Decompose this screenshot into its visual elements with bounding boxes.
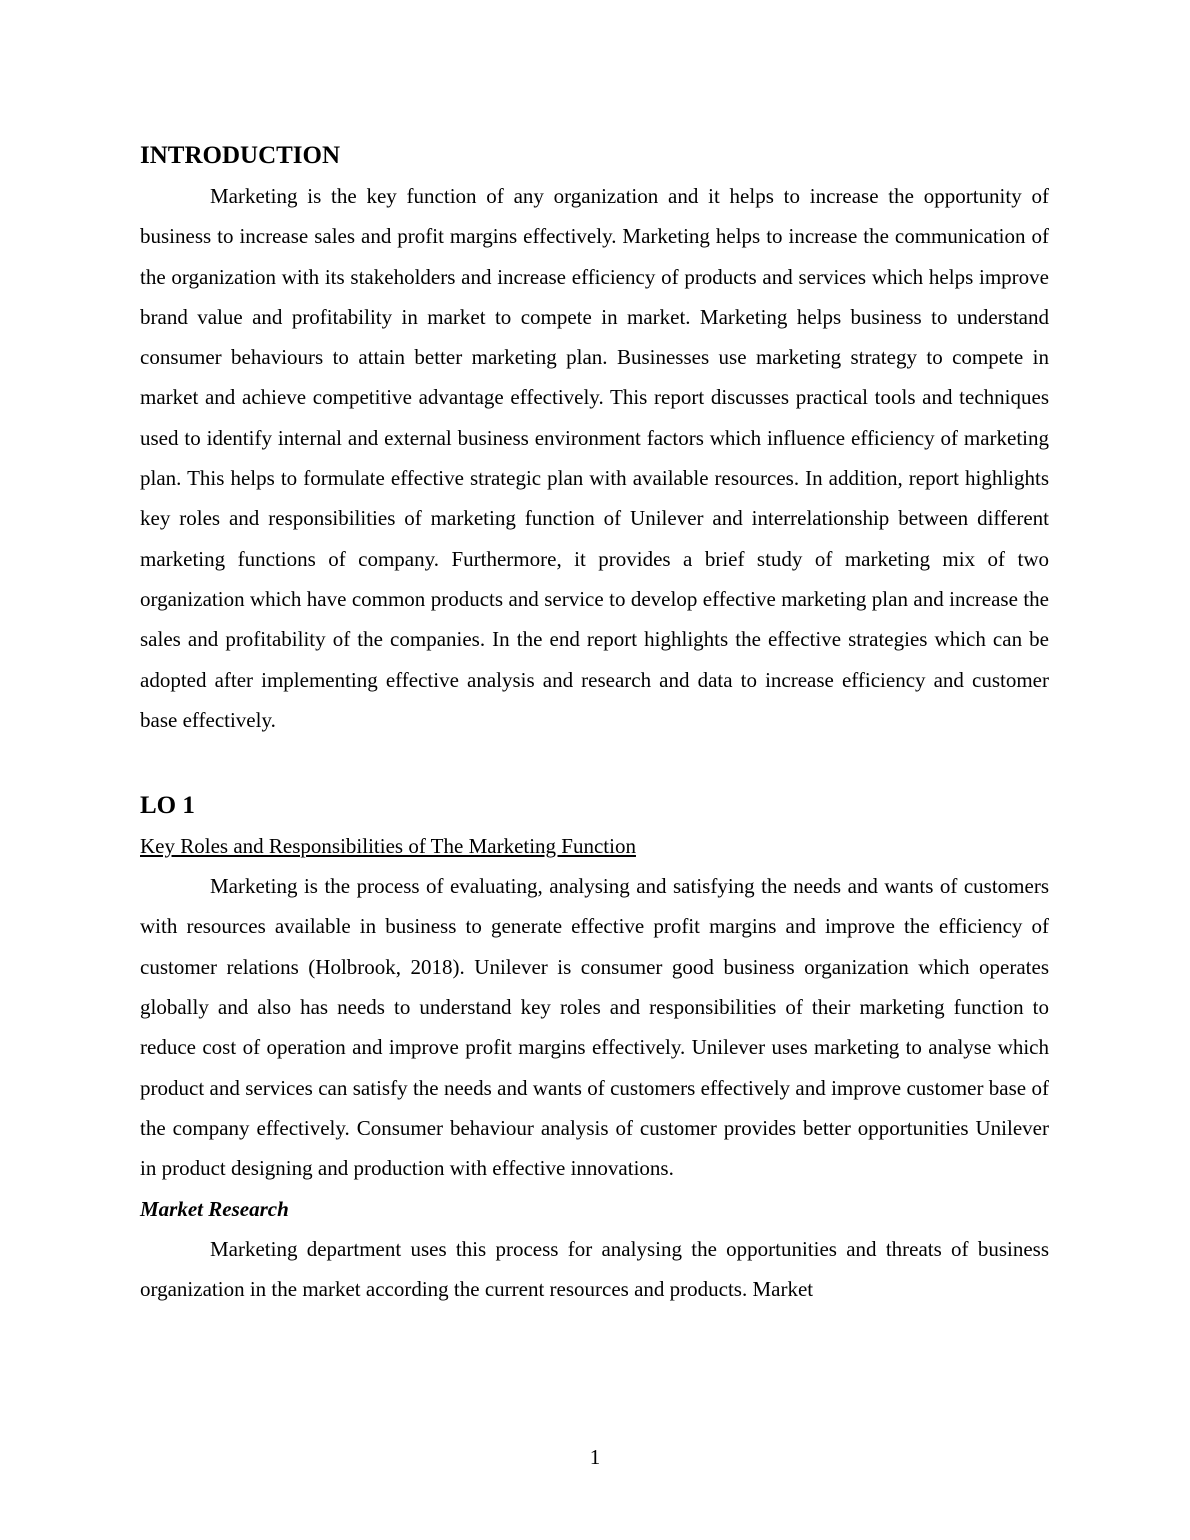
introduction-heading: INTRODUCTION <box>140 142 341 169</box>
page-content <box>140 138 1049 1309</box>
lo1-heading: LO 1 <box>140 792 195 820</box>
market-research-paragraph: Marketing department uses this process for analysing the opportunities and threats of business organization in the market according the current resources and products. Market <box>140 1236 1049 1301</box>
key-roles-subheading: Key Roles and Responsibilities of The Marketing Function <box>140 834 636 859</box>
page-number: 1 <box>589 1445 601 1469</box>
market-research-heading: Market Research <box>140 1196 289 1221</box>
key-roles-paragraph: Marketing is the process of evaluating, analysing and satisfying the needs and wants of customers with resources available in business to generate effective profit margins and improve the efficiency of customer relations (Holbrook, 2018). Unilever is consumer good business organization which operates globally and also has needs to understand key roles and responsibilities of their marketing function to reduce cost of operation and improve profit margins effectively. Unilever uses marketing to analyse which product and services can satisfy the needs and wants of customers effectively and improve customer base of the company effectively. Consumer behaviour analysis of customer provides better opportunities Unilever in product designing and production with effective innovations. <box>140 874 1049 1181</box>
introduction-paragraph: Marketing is the key function of any organization and it helps to increase the opportunity of business to increase sales and profit margins effectively. Marketing helps to increase the communication of the organization with its stakeholders and increase efficiency of products and services which helps improve brand value and profitability in market to compete in market. Marketing helps business to understand consumer behaviours to attain better marketing plan. Businesses use marketing strategy to compete in market and achieve competitive advantage effectively. This report discusses practical tools and techniques used to identify internal and external business environment factors which influence efficiency of marketing plan. This helps to formulate effective strategic plan with available resources. In addition, report highlights key roles and responsibilities of marketing function of Unilever and interrelationship between different marketing functions of company. Furthermore, it provides a brief study of marketing mix of two organization which have common products and service to develop effective marketing plan and increase the sales and profitability of the companies. In the end report highlights the effective strategies which can be adopted after implementing effective analysis and research and data to increase efficiency and customer base effectively. <box>140 184 1049 732</box>
